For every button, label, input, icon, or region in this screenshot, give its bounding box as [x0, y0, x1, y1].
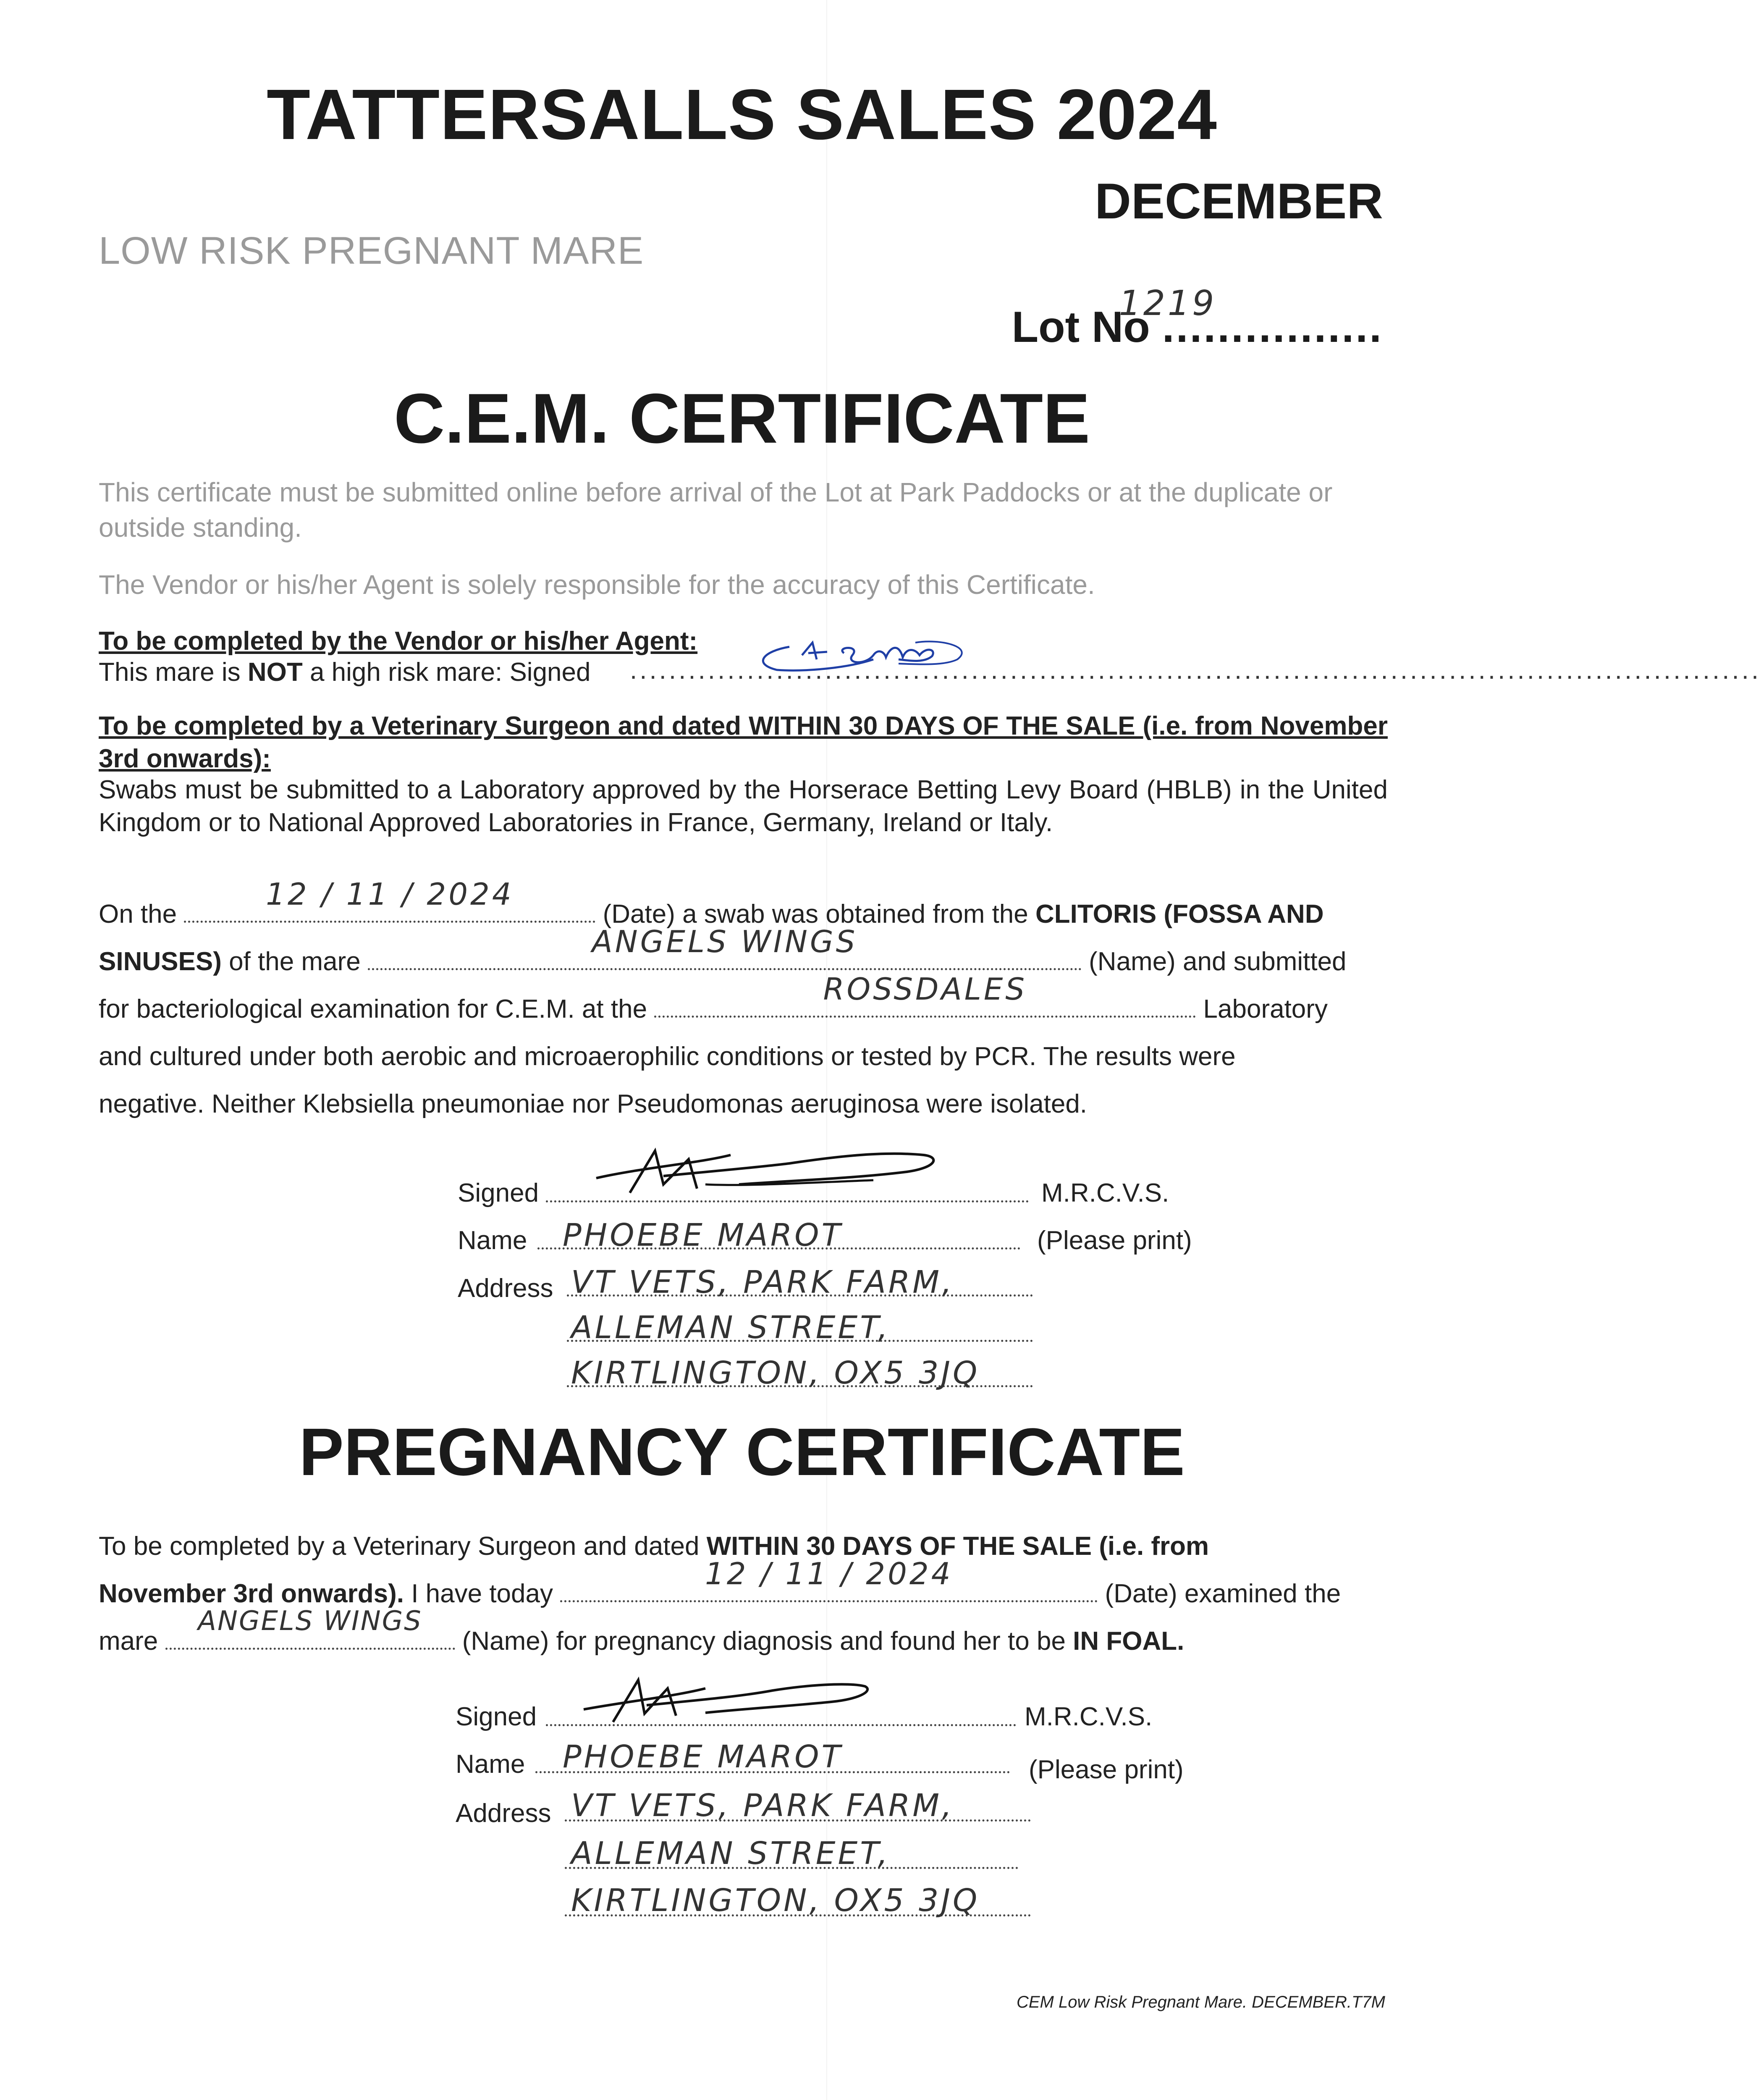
mrcvs-label: M.R.C.V.S. — [1025, 1702, 1153, 1731]
responsibility-notice: The Vendor or his/her Agent is solely responsible for the accuracy of this Certificate. — [99, 570, 1095, 600]
exam-date-value: 12 / 11 / 2024 — [705, 1556, 953, 1591]
please-print-label: (Please print) — [1029, 1755, 1184, 1784]
pregnancy-address-line-2: ALLEMAN STREET, — [571, 1835, 891, 1872]
page-title: TATTERSALLS SALES 2024 — [267, 75, 1217, 155]
cem-mare-name-value: ANGELS WINGS — [592, 924, 858, 959]
pregnancy-vet-name-value: PHOEBE MAROT — [563, 1739, 843, 1775]
swabs-instructions: Swabs must be submitted to a Laboratory approved by the Horserace Betting Levy Board (HBLB) in the United Kingdom or to National Approved Laboratories in France, Germany, Ireland or Italy. — [99, 775, 1388, 837]
name-label: Name — [458, 1226, 527, 1255]
pregnancy-certificate-title: PREGNANCY CERTIFICATE — [299, 1414, 1185, 1489]
lot-number-value: 1219 — [1119, 284, 1217, 323]
pregnancy-address-line-1: VT VETS, PARK FARM, — [571, 1788, 954, 1824]
cem-address-line-1: VT VETS, PARK FARM, — [571, 1264, 954, 1300]
signed-label: Signed — [458, 1179, 539, 1208]
vet-section-heading: To be completed by a Veterinary Surgeon and dated WITHIN 30 DAYS OF THE SALE (i.e. from November 3rd onwards): — [99, 711, 1388, 773]
laboratory-name-value: ROSSDALES — [823, 971, 1027, 1007]
lot-label: Lot No — [1012, 303, 1150, 352]
please-print-label: (Please print) — [1037, 1226, 1192, 1255]
pregnancy-statement: To be completed by a Veterinary Surgeon and dated WITHIN 30 DAYS OF THE SALE (i.e. from November 3rd onwards). I have today 12 / 11 / 2024 (Date) examined the mare ANGELS WINGS (Name) for pregnancy diagnosis and found her to be IN FOAL. — [99, 1532, 1341, 1656]
vendor-declaration: This mare is NOT a high risk mare: Signed — [99, 658, 591, 687]
cem-address-line-2: ALLEMAN STREET, — [571, 1310, 891, 1346]
cem-certificate-title: C.E.M. CERTIFICATE — [393, 379, 1090, 458]
cem-vet-name-value: PHOEBE MAROT — [563, 1217, 843, 1253]
lot-number-field: Lot No ................ 1219 — [1012, 284, 1383, 352]
sale-month: DECEMBER — [1095, 173, 1383, 229]
cem-vet-signature — [579, 1138, 949, 1210]
signed-label: Signed — [456, 1702, 537, 1731]
pregnancy-mare-name-value: ANGELS WINGS — [198, 1606, 422, 1637]
mrcvs-label: M.R.C.V.S. — [1041, 1179, 1169, 1208]
address-label: Address — [458, 1274, 553, 1303]
address-label: Address — [456, 1799, 551, 1828]
vendor-signature — [739, 630, 974, 680]
pregnancy-vet-signature — [571, 1667, 873, 1730]
risk-category: LOW RISK PREGNANT MARE — [99, 229, 644, 272]
form-reference: CEM Low Risk Pregnant Mare. DECEMBER.T7M — [1016, 1993, 1385, 2011]
swab-date-value: 12 / 11 / 2024 — [266, 877, 514, 912]
cem-swab-statement: On the 12 / 11 / 2024 (Date) a swab was obtained from the CLITORIS (FOSSA AND SINUSES) of the mare ANGELS WINGS (Name) and submitted for bacteriological examination for C.E.M. at the ROSSDALES Laboratory and cultured under both aerobic and microaerophilic conditions or tested by PCR. The results were negative. Neither Klebsiella pneumoniae nor Pseudomonas aeruginosa were isolated. — [99, 890, 1388, 1128]
name-label: Name — [456, 1750, 525, 1779]
pregnancy-address-line-3: KIRTLINGTON, OX5 3JQ — [571, 1882, 980, 1919]
submission-notice: This certificate must be submitted online before arrival of the Lot at Park Paddocks or at the duplicate or outside standing. — [99, 477, 1333, 543]
vendor-section-heading: To be completed by the Vendor or his/her Agent: — [99, 627, 698, 656]
cem-address-line-3: KIRTLINGTON, OX5 3JQ — [571, 1355, 980, 1391]
